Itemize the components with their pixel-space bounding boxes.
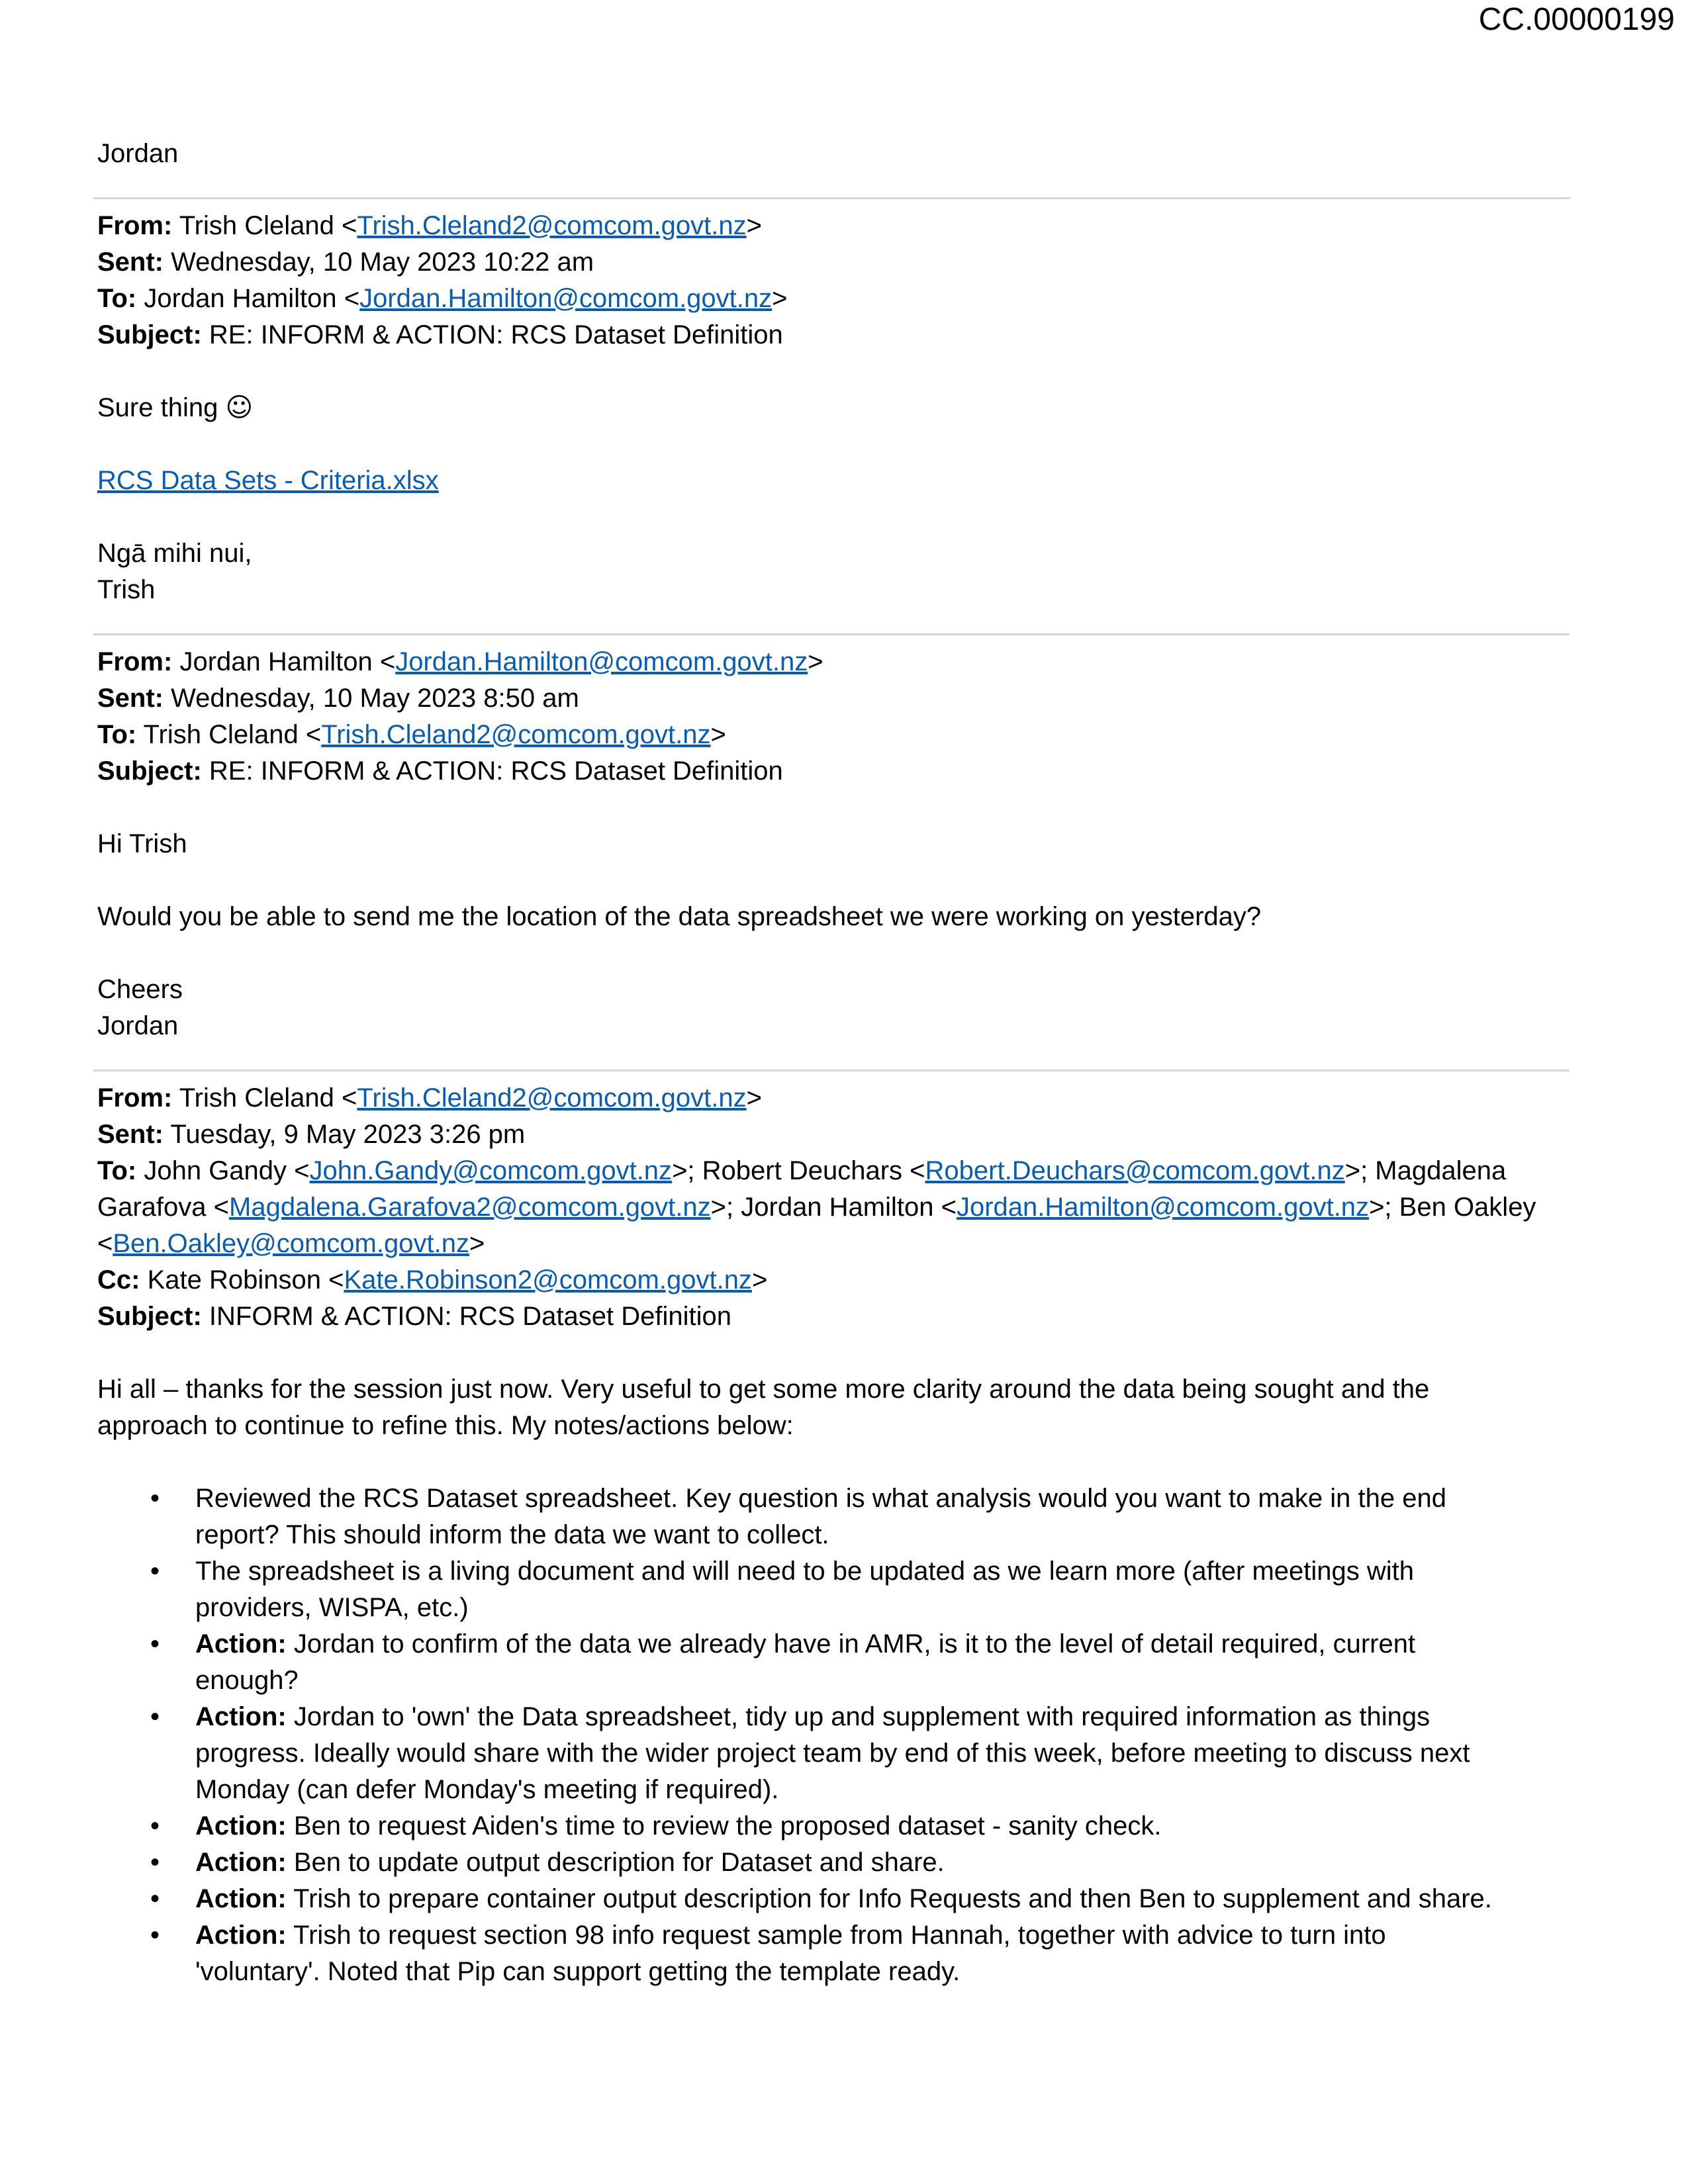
list-item [97,1480,1573,1553]
to-name: Jordan Hamilton [144,284,337,313]
action-label: Action: [195,1629,287,1659]
to-email-link[interactable]: Jordan.Hamilton@comcom.govt.nz [359,284,773,313]
from-email-link[interactable]: Jordan.Hamilton@comcom.govt.nz [395,647,808,676]
list-item [97,1699,1573,1808]
recipient-email-link[interactable]: Magdalena.Garafova2@comcom.govt.nz [229,1193,711,1222]
list-item-line: Trish to request section 98 info request sample from Hannah, together with advice to turn into [286,1921,1386,1950]
greeting: Hi Trish [97,829,187,858]
email-1-body [97,390,1573,608]
sent-label: Sent: [97,684,164,713]
top-name: Jordan [97,139,179,168]
from-label: From: [97,1083,173,1113]
bullet-icon: • [150,1811,160,1841]
list-item [97,1808,1573,1844]
email-3-body [97,1371,1573,1990]
signature-name: Trish [97,575,156,604]
bullet-icon: • [150,1629,160,1659]
list-item-line: Trish to prepare container output description for Info Requests and then Ben to supplement and share. [286,1884,1492,1913]
subject-label: Subject: [97,756,202,786]
smiley-icon: ☺ [225,392,254,423]
recipient-email-link[interactable]: Jordan.Hamilton@comcom.govt.nz [956,1193,1370,1222]
action-label: Action: [195,1702,287,1731]
subject-label: Subject: [97,320,202,349]
to-email-link[interactable]: Trish.Cleland2@comcom.govt.nz [321,720,711,749]
recipient-email-link[interactable]: Ben.Oakley@comcom.govt.nz [113,1229,469,1258]
action-label: Action: [195,1921,287,1950]
list-item-line: report? This should inform the data we want to collect. [195,1520,829,1549]
action-label: Action: [195,1848,287,1877]
recipient-email-link[interactable]: Robert.Deuchars@comcom.govt.nz [925,1156,1345,1185]
list-item [97,1844,1573,1881]
list-item-line: Monday (can defer Monday's meeting if required). [195,1775,779,1804]
sent-date: Tuesday, 9 May 2023 3:26 pm [170,1120,526,1149]
from-name: Jordan Hamilton [179,647,373,676]
email-thread [97,136,1573,1990]
list-item-line: progress. Ideally would share with the wider project team by end of this week, before meeting to discuss next [195,1739,1470,1768]
recipient-name: Robert Deuchars [702,1156,903,1185]
action-label: Action: [195,1884,287,1913]
divider [93,633,1570,635]
subject-text: RE: INFORM & ACTION: RCS Dataset Definition [209,320,783,349]
bullet-icon: • [150,1884,160,1913]
action-label: Action: [195,1811,287,1841]
sent-date: Wednesday, 10 May 2023 8:50 am [171,684,579,713]
from-name: Trish Cleland [179,211,334,240]
divider [93,1069,1570,1071]
signoff: Ngā mihi nui, [97,539,252,568]
email-2-header: From: Jordan Hamilton <Jordan.Hamilton@comcom.govt.nz> Sent: Wednesday, 10 May 2023 8:50 am To: Trish Cleland <Trish.Cleland2@comcom.govt.nz> Subject: RE: INFORM & ACTION: RCS Dataset Definition [97,647,823,786]
subject-text: RE: INFORM & ACTION: RCS Dataset Definition [209,756,783,786]
notes-list [97,1480,1573,1990]
sent-label: Sent: [97,1120,164,1149]
list-item [97,1881,1573,1917]
list-item-line: Ben to update output description for Dataset and share. [286,1848,945,1877]
sent-label: Sent: [97,248,164,277]
cc-label: Cc: [97,1265,140,1295]
cc-name: Kate Robinson [147,1265,321,1295]
from-label: From: [97,647,173,676]
to-label: To: [97,284,137,313]
email-1-header: From: Trish Cleland <Trish.Cleland2@comcom.govt.nz> Sent: Wednesday, 10 May 2023 10:22 am To: Jordan Hamilton <Jordan.Hamilton@comcom.govt.nz> Subject: RE: INFORM & ACTION: RCS Dataset Definition [97,211,788,349]
to-recipients: To: John Gandy <John.Gandy@comcom.govt.nz>; Robert Deuchars <Robert.Deuchars@comcom.govt.nz>; Magdalena Garafova <Magdalena.Garafova2@comcom.govt.nz>; Jordan Hamilton <Jordan.Hamilton@comcom.govt.nz>; Ben Oakley <Ben.Oakley@comcom.govt.nz> [97,1156,1536,1258]
cc-email-link[interactable]: Kate.Robinson2@comcom.govt.nz [344,1265,752,1295]
email-2-body [97,826,1573,1044]
list-item-line: enough? [195,1666,299,1695]
recipient-email-link[interactable]: John.Gandy@comcom.govt.nz [309,1156,673,1185]
list-item [97,1626,1573,1699]
from-label: From: [97,211,173,240]
to-name: Trish Cleland [143,720,299,749]
from-email-link[interactable]: Trish.Cleland2@comcom.govt.nz [357,211,747,240]
list-item [97,1917,1573,1990]
from-name: Trish Cleland [179,1083,334,1113]
intro-line: Hi all – thanks for the session just now. Very useful to get some more clarity around the data being sought and the [97,1375,1430,1404]
body-text: Sure thing [97,393,218,422]
recipient-name: Magdalena Garafova [97,1156,1507,1222]
document-id: CC.00000199 [1478,2,1675,37]
bullet-icon: • [150,1484,160,1513]
list-item-line: The spreadsheet is a living document and will need to be updated as we learn more (after meetings with [195,1557,1415,1586]
recipient-name: John Gandy [144,1156,287,1185]
list-item-line: Jordan to confirm of the data we already have in AMR, is it to the level of detail required, current [286,1629,1416,1659]
email-3-header: From: Trish Cleland <Trish.Cleland2@comcom.govt.nz> Sent: Tuesday, 9 May 2023 3:26 pm To: John Gandy <John.Gandy@comcom.govt.nz>; Robert Deuchars <Robert.Deuchars@comcom.govt.nz>; Magdalena Garafova <Magdalena.Garafova2@comcom.govt.nz>; Jordan Hamilton <Jordan.Hamilton@comcom.govt.nz>; Ben Oakley <Ben.Oakley@comcom.govt.nz> Cc: Kate Robinson <Kate.Robinson2@comcom.govt.nz> Subject: INFORM & ACTION: RCS Dataset Definition [97,1080,1573,1335]
divider [93,197,1570,199]
to-label: To: [97,720,137,749]
intro-line: approach to continue to refine this. My notes/actions below: [97,1411,794,1440]
bullet-icon: • [150,1848,160,1877]
sent-date: Wednesday, 10 May 2023 10:22 am [171,248,594,277]
list-item-line: 'voluntary'. Noted that Pip can support getting the template ready. [195,1957,961,1986]
recipient-name: Jordan Hamilton [741,1193,934,1222]
bullet-icon: • [150,1702,160,1731]
attachment-link[interactable]: RCS Data Sets - Criteria.xlsx [97,466,439,495]
list-item-line: Ben to request Aiden's time to review the proposed dataset - sanity check. [286,1811,1162,1841]
subject-text: INFORM & ACTION: RCS Dataset Definition [209,1302,732,1331]
list-item-line: Jordan to 'own' the Data spreadsheet, tidy up and supplement with required information as things [286,1702,1430,1731]
to-label: To: [97,1156,137,1185]
list-item-line: providers, WISPA, etc.) [195,1593,469,1622]
bullet-icon: • [150,1921,160,1950]
list-item-line: Reviewed the RCS Dataset spreadsheet. Key question is what analysis would you want to make in the end [195,1484,1446,1513]
bullet-icon: • [150,1557,160,1586]
list-item [97,1553,1573,1626]
from-email-link[interactable]: Trish.Cleland2@comcom.govt.nz [357,1083,747,1113]
signoff: Cheers [97,975,183,1004]
subject-label: Subject: [97,1302,202,1331]
body-text: Would you be able to send me the location of the data spreadsheet we were working on yesterday? [97,902,1262,931]
recipient-name: Ben Oakley [1399,1193,1536,1222]
signature-name: Jordan [97,1011,179,1040]
